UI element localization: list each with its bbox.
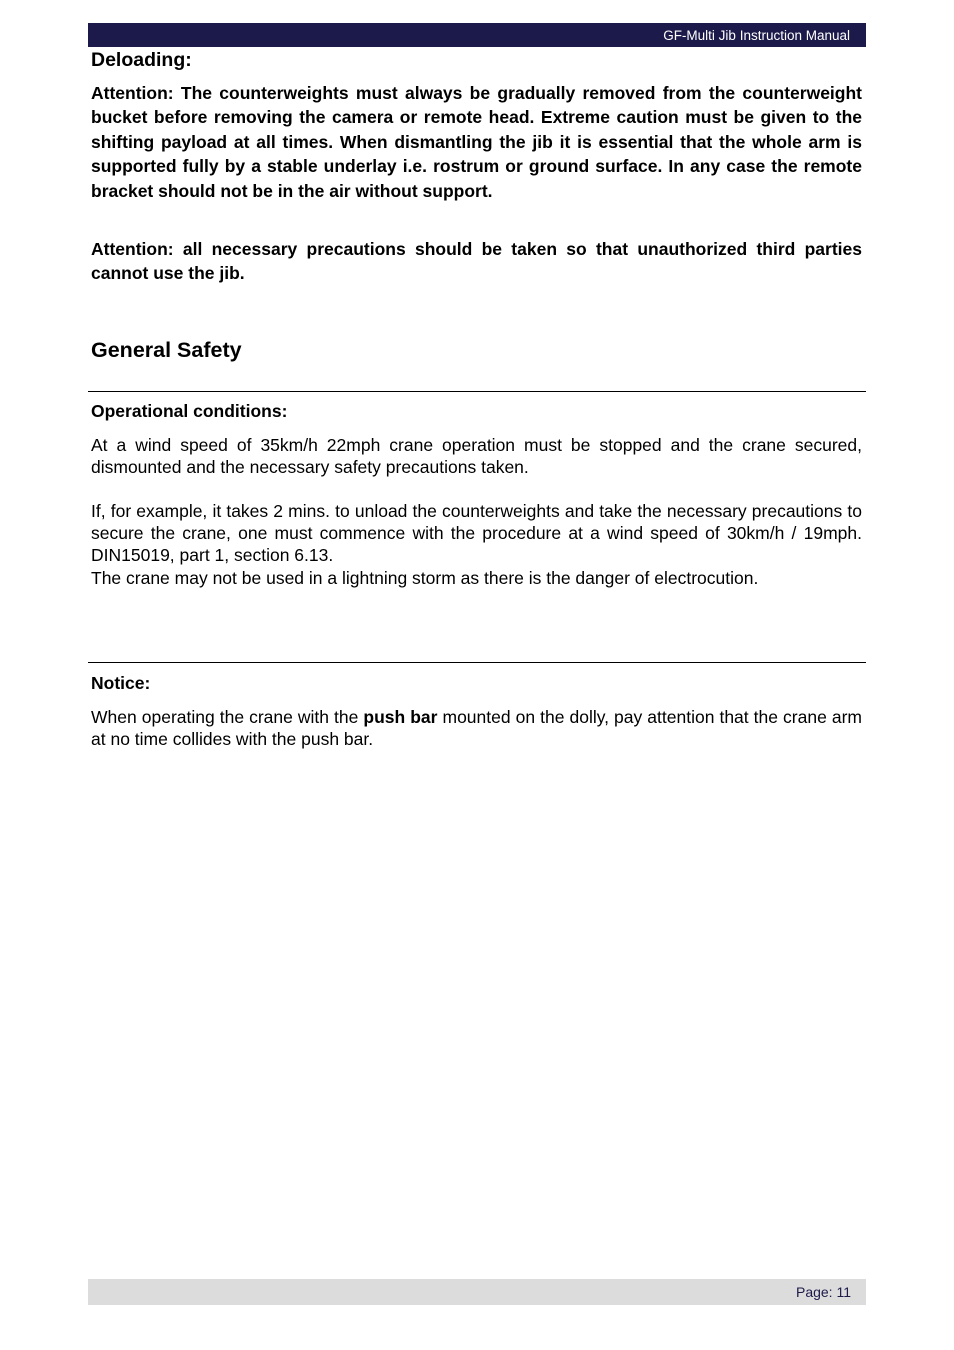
section-divider [88, 391, 866, 392]
page-number: Page: 11 [795, 1284, 851, 1300]
general-safety-heading: General Safety [91, 338, 242, 362]
attention-paragraph-1: Attention: The counterweights must always be gradually removed from the counterweight bucket before removing the camera or remote head. Extreme caution must be given to the shifting payload at all times. When dismantling the jib it is essential that the whole arm is supported fully by a stable underlay i.e. rostrum or ground surface. In any case the remote bracket should not be in the air without support. [91, 83, 862, 201]
manual-title: GF-Multi Jib Instruction Manual [663, 27, 850, 43]
operational-paragraph-2: If, for example, it takes 2 mins. to unload the counterweights and take the necessary precautions to secure the crane, one must commence with the procedure at a wind speed of 30km/h / 19mph. DIN15019, part 1, section 6.13. [91, 501, 862, 566]
notice-text-bold: push bar [363, 707, 438, 727]
notice-text-before: When operating the crane with the [91, 707, 364, 727]
operational-conditions-heading: Operational conditions: [91, 401, 288, 421]
notice-heading: Notice: [91, 673, 151, 693]
notice-text-after: mounted on the dolly, pay attention that the crane arm at no time collides with the push bar. [91, 707, 862, 750]
deloading-heading: Deloading: [91, 49, 192, 71]
notice-paragraph [91, 706, 862, 750]
footer-bar [88, 1279, 866, 1305]
operational-paragraph-1: At a wind speed of 35km/h 22mph crane operation must be stopped and the crane secured, dismounted and the necessary safety precautions taken. [91, 435, 862, 478]
operational-paragraph-3: The crane may not be used in a lightning storm as there is the danger of electrocution. [91, 568, 759, 588]
header-bar [88, 23, 866, 47]
section-divider [88, 662, 866, 663]
attention-paragraph-2: Attention: all necessary precautions should be taken so that unauthorized third parties cannot use the jib. [91, 239, 862, 284]
